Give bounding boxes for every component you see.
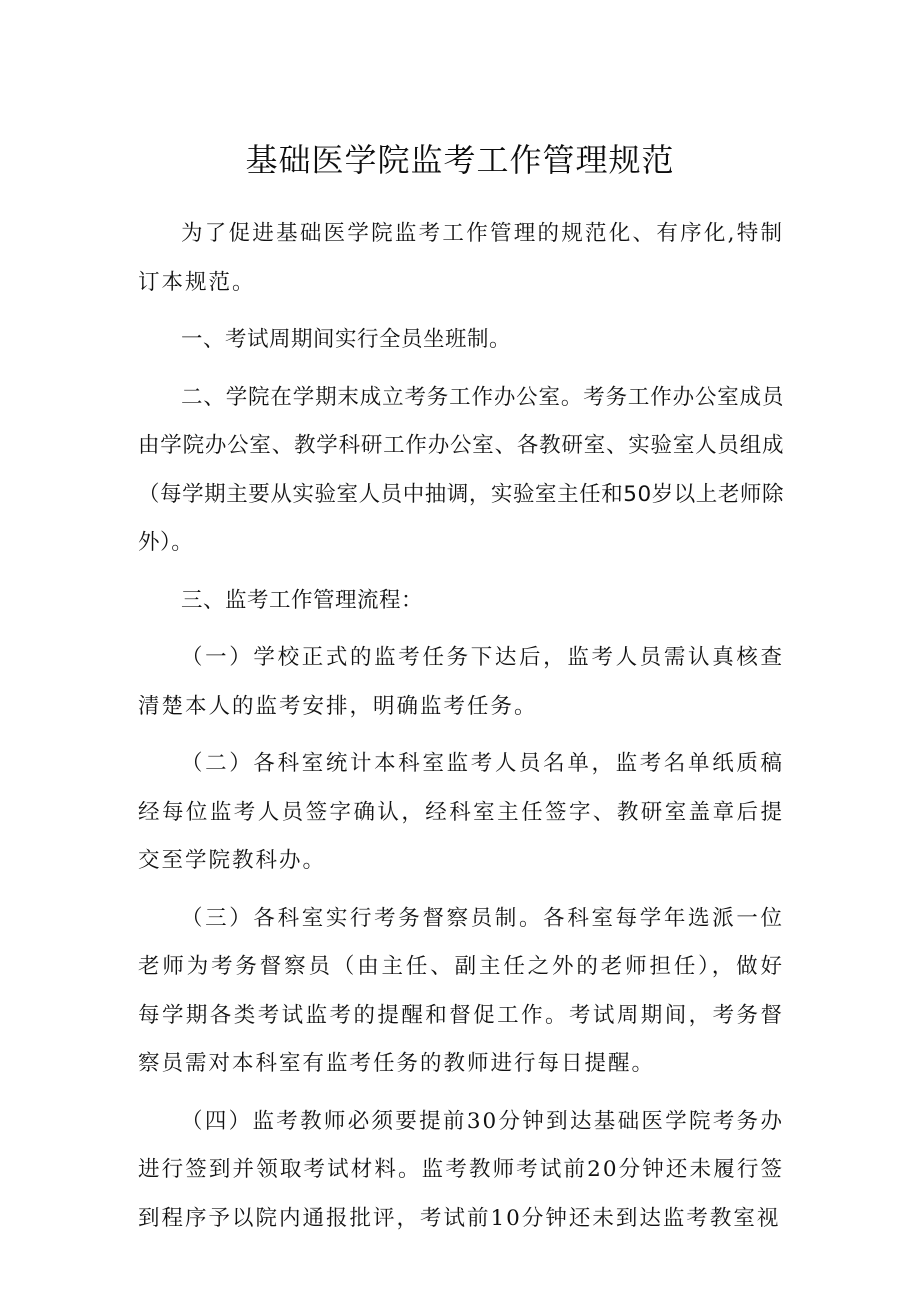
item-1-paragraph: （一）学校正式的监考任务下达后，监考人员需认真核查清楚本人的监考安排，明确监考任务。 [138,645,784,719]
intro-paragraph: 为了促进基础医学院监考工作管理的规范化、有序化,特制订本规范。 [138,221,784,295]
document-body [138,210,784,1252]
item-3-paragraph: （三）各科室实行考务督察员制。各科室每学年选派一位老师为考务督察员（由主任、副主任之外的老师担任），做好每学期各类考试监考的提醒和督促工作。考试周期间，考务督察员需对本科室有监考任务的教师进行每日提醒。 [138,905,784,1076]
document-title: 基础医学院监考工作管理规范 [245,141,675,179]
section-1-paragraph: 一、考试周期间实行全员坐班制。 [181,327,512,352]
section-3-heading: 三、监考工作管理流程： [181,587,424,613]
section-2-paragraph: 二、学院在学期末成立考务工作办公室。考务工作办公室成员由学院办公室、教学科研工作办公室、各教研室、实验室人员组成（每学期主要从实验室人员中抽调，实验室主任和50岁以上老师除外）。 [138,384,784,555]
item-2-paragraph: （二）各科室统计本科室监考人员名单，监考名单纸质稿经每位监考人员签字确认，经科室主任签字、教研室盖章后提交至学院教科办。 [138,751,784,873]
item-4-paragraph: （四）监考教师必须要提前30分钟到达基础医学院考务办进行签到并领取考试材料。监考教师考试前20分钟还未履行签到程序予以院内通报批评，考试前10分钟还未到达监考教室视 [138,1108,784,1231]
